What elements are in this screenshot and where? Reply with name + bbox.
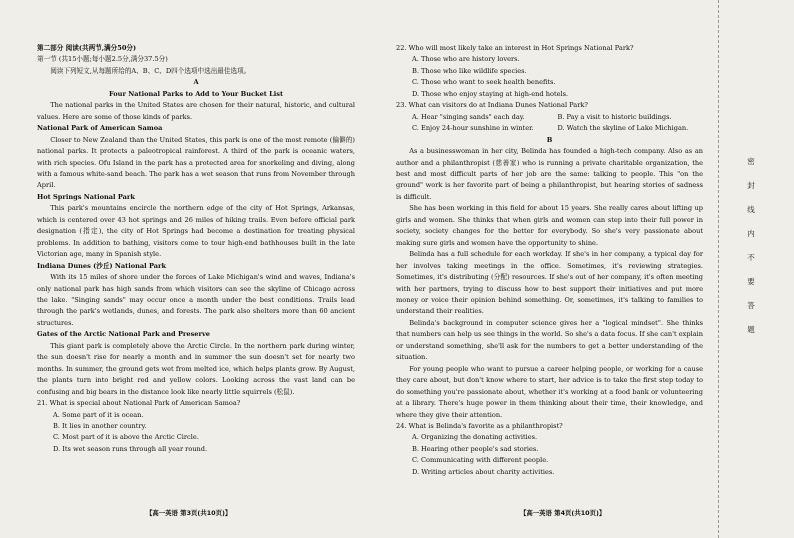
option-22a: A. Those who are history lovers.	[412, 55, 520, 64]
option-21a: A. Some part of it is ocean.	[53, 410, 144, 419]
option-21d: D. Its wet season runs through all year round.	[53, 444, 208, 453]
seal-char: 封	[747, 181, 755, 190]
option-22d: D. Those who enjoy staying at high-end hotels.	[412, 89, 569, 98]
heading-indiana-dunes: Indiana Dunes (沙丘) National Park	[37, 261, 167, 270]
paragraph-b2: She has been working in this field for about 15 years. She really cares about lifting up girls and women. She thinks that when girls and women can step into their full power in society, society changes for the better for everybody. So she's very passionate about making sure girls and women have the opportunity to shine.	[396, 204, 703, 247]
right-column	[396, 43, 703, 478]
question-23: 23. What can visitors do at Indiana Dunes National Park?	[396, 101, 588, 110]
seal-char: 密	[747, 157, 755, 166]
option-21c: C. Most part of it is above the Arctic Circle.	[53, 433, 199, 442]
seal-line	[718, 0, 720, 538]
passage-letter: A	[193, 78, 199, 87]
heading-hot-springs: Hot Springs National Park	[37, 192, 135, 201]
question-22: 22. Who will most likely take an interest in Hot Springs National Park?	[396, 44, 634, 52]
paragraph-b3: Belinda has a full schedule for each workday. If she's in her company, a typical day for her involves taking meetings in the office. Sometimes, it's reviewing strategies. Sometimes, it's distributing (分配) resources. If she's out of her company, it's often meeting with her partners, trying to discuss how to best support their initiatives and put more money or voice their opinion behind something. Or, sometimes, it's talking to families to understand their realities.	[396, 250, 703, 316]
option-24d: D. Writing articles about charity activities.	[412, 467, 555, 476]
option-23d: D. Watch the skyline of Lake Michigan.	[557, 124, 689, 133]
paragraph-b5: For young people who want to pursue a career helping people, or working for a cause they care about, but don't know where to start, her advice is to take the first step today to do something you're passionate about, whether it's working at a food bank or volunteering at a library. There's huge power in them thinking about their time, their knowledge, and where they give their attention.	[396, 364, 703, 419]
passage-letter-b: B	[546, 135, 553, 144]
option-24a: A. Organizing the donating activities.	[412, 433, 538, 442]
seal-char: 答	[747, 301, 755, 310]
heading-samoa: National Park of American Samoa	[37, 124, 163, 133]
footer-page-4: 【高一英语 第4页(共10页)】	[520, 509, 606, 517]
options-23-cd	[396, 123, 703, 134]
seal-char: 线	[747, 205, 755, 214]
paragraph-b4: Belinda's background in computer science gives her a "logical mindset". She thinks that numbers can help us see things in the world. So she's a data focus. If she can't explain or understand something, she'll ask for the numbers to get a better understanding of the situation.	[396, 318, 703, 362]
option-23a: A. Hear "singing sands" each day.	[412, 112, 525, 121]
footer-page-3: 【高一英语 第3页(共10页)】	[146, 509, 232, 517]
option-24c: C. Communicating with different people.	[412, 456, 549, 465]
left-column	[37, 43, 355, 455]
option-21b: B. It lies in another country.	[53, 421, 147, 430]
section-sub: 第一节 (共15小题;每小题2.5分,满分37.5分)	[37, 55, 168, 64]
paragraph-indiana-dunes: With its 15 miles of shore under the forces of Lake Michigan's wind and waves, Indiana's only national park has high sands from which visitors can see the skyline of Chicago across the lake. "Singing sands" may occur once a month under the best conditions. Trails lead through the park's wetlands, dunes, and forests. The park also shelters more than 60 ancient structures.	[37, 273, 355, 327]
paragraph-samoa: Closer to New Zealand than the United States, this park is one of the most remote (偏僻的) national parks. It protects a paleotropical rainforest. A third of the park is oceanic waters, with rich species. Ofu Island in the park has a protected area for snorkeling and diving, along with a famous white-sand beach. The park has a wet season that runs from November through April.	[37, 135, 355, 190]
seal-notice	[744, 150, 758, 342]
instruction: 阅读下列短文,从每题所给的A、B、C、D四个选项中选出最佳选项。	[50, 66, 251, 75]
seal-char: 要	[747, 277, 755, 286]
question-21: 21. What is special about National Park of American Samoa?	[37, 399, 241, 408]
option-24b: B. Hearing other people's sad stories.	[412, 444, 539, 453]
option-23b: B. Pay a visit to historic buildings.	[557, 112, 672, 121]
passage-title: Four National Parks to Add to Your Bucket List	[108, 89, 284, 98]
option-23c: C. Enjoy 24-hour sunshine in winter.	[412, 124, 534, 133]
paragraph-arctic: This giant park is completely above the Arctic Circle. In the northern park during winter, the sun doesn't rise for nearly a month and in summer the sun doesn't set for nearly two months. In summer, the ground gets wet from melted ice, which helps plants grow. By August, the plants turn into bright red and yellow colors. Looking across the vast land can be confusing and big bears in the distance look like nearly little squirrels (松鼠).	[37, 341, 355, 396]
seal-char: 不	[747, 253, 755, 262]
section-title: 第二部分 阅读(共两节,满分50分)	[37, 44, 137, 52]
option-22c: C. Those who want to seek health benefits.	[412, 78, 556, 87]
paragraph-b1: As a businesswoman in her city, Belinda has founded a high-tech company. Also as an author and a philanthropist (慈善家) who is running a private charitable organization, the best and most difficult parts of her job are the same: talking to people. This "on the ground" work is her favorite part of being a philanthropist, but hearing stories of sadness is difficult.	[396, 147, 703, 201]
seal-char: 题	[747, 325, 755, 334]
option-22b: B. Those who like wildlife species.	[412, 66, 527, 75]
question-24: 24. What is Belinda's favorite as a philanthropist?	[396, 421, 563, 430]
seal-char: 内	[747, 229, 755, 238]
paragraph-hot-springs: This park's mountains encircle the northern edge of the city of Hot Springs, Arkansas, which is centered over 43 hot springs and 26 miles of hiking trails. Even before official park designation (指定), the city of Hot Springs had become a destination for treating physical problems. In addition to bathing, visitors come to tour high-end bathhouses built in the late Victorian age, many in Spanish style.	[37, 204, 355, 259]
binding-margin	[704, 0, 794, 538]
heading-arctic: Gates of the Arctic National Park and Preserve	[37, 330, 210, 339]
options-23-ab	[396, 112, 703, 123]
intro-paragraph: The national parks in the United States are chosen for their natural, historic, and cultural values. Here are some of those kinds of parks.	[37, 101, 355, 121]
